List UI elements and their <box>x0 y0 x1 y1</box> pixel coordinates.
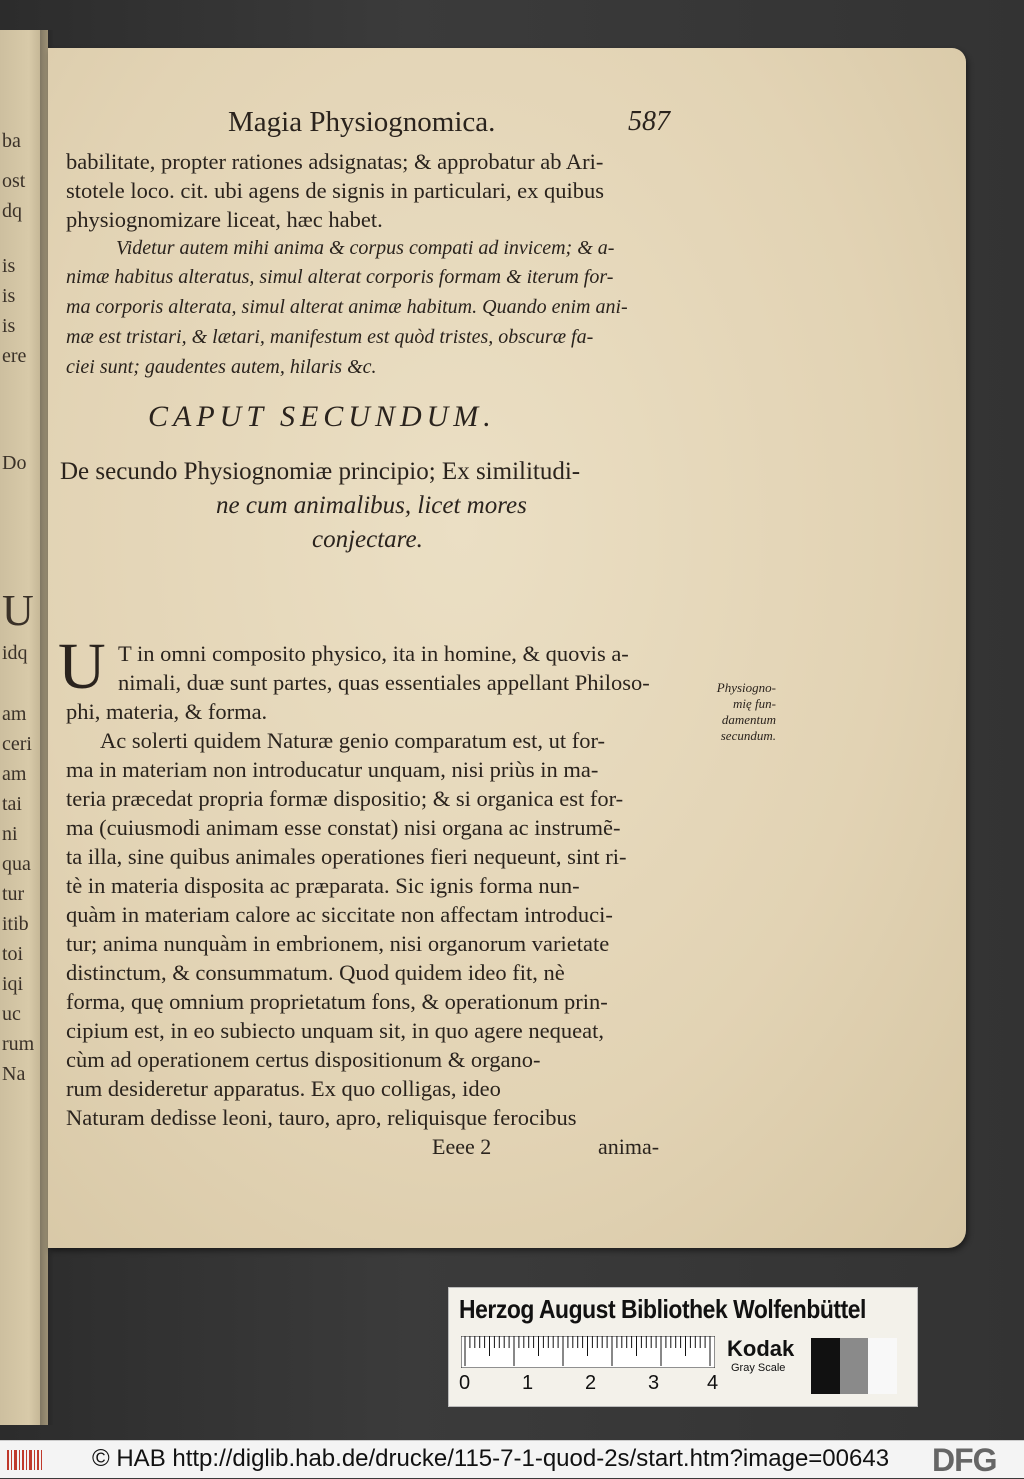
facing-page-fragment: tur <box>2 883 25 905</box>
marginal-note <box>676 680 776 744</box>
facing-page-fragment: ba <box>2 130 21 152</box>
body-line: Ac solerti quidem Naturæ genio comparatum est, ut for- <box>100 728 606 753</box>
body-line: teria præcedat propria formæ dispositio; & si organica est for- <box>66 786 624 811</box>
chapter-subtitle: conjectare. <box>312 526 423 553</box>
body-line: Naturam dedisse leoni, tauro, apro, reliquisque ferocibus <box>66 1105 577 1130</box>
body-line: tur; anima nunquàm in embrionem, nisi organorum varietate <box>66 931 610 956</box>
body-line: forma, quę omnium proprietatum fons, & operationum prin- <box>66 989 608 1014</box>
ruler-number: 3 <box>648 1372 660 1394</box>
swatch-white <box>868 1338 897 1394</box>
facing-page-fragment: Na <box>2 1063 26 1085</box>
facing-page-fragment: is <box>2 315 16 337</box>
copyright-link[interactable]: © HAB http://diglib.hab.de/drucke/115-7-1-quod-2s/start.htm?image=00643 <box>92 1445 890 1472</box>
running-head: Magia Physiognomica. <box>228 106 496 138</box>
quote-line: Videtur autem mihi anima & corpus compati ad invicem; & a- <box>116 237 615 259</box>
body-line: ma in materiam non introducatur unquam, nisi priùs in ma- <box>66 757 599 782</box>
dfg-logo: DFG <box>932 1442 997 1478</box>
page-number: 587 <box>628 106 670 137</box>
swatch-black <box>811 1338 840 1394</box>
quote-line: nimæ habitus alteratus, simul alterat corporis formam & iterum for- <box>66 266 614 288</box>
quote-line: ciei sunt; gaudentes autem, hilaris &c. <box>66 356 377 378</box>
facing-page-fragment: iqi <box>2 973 24 995</box>
body-line: ma (cuiusmodi animam esse constat) nisi organa ac instrumẽ- <box>66 815 621 840</box>
catchword: anima- <box>598 1134 660 1159</box>
text-line: babilitate, propter rationes adsignatas; & approbatur ab Ari- <box>66 149 604 174</box>
facing-page-fragment: is <box>2 285 16 307</box>
facing-page-fragment: uc <box>2 1003 21 1025</box>
chapter-title: CAPUT SECUNDUM. <box>148 400 496 433</box>
facing-page-fragment: am <box>2 763 27 785</box>
facing-page-fragment: is <box>2 255 16 277</box>
body-line: T in omni composito physico, ita in homine, & quovis a- <box>118 641 629 666</box>
ruler-number: 4 <box>707 1372 719 1394</box>
body-line: rum desideretur apparatus. Ex quo colligas, ideo <box>66 1076 501 1101</box>
quote-line: mæ est tristari, & lætari, manifestum est quòd tristes, obscuræ fa- <box>66 326 594 348</box>
facing-page-fragment: U <box>2 586 34 635</box>
swatch-gray <box>840 1338 869 1394</box>
marginal-line: damentum <box>721 712 776 727</box>
facing-page-fragment: qua <box>2 853 31 875</box>
facing-page-fragment: ni <box>2 823 18 845</box>
facing-page-fragment: ceri <box>2 733 32 755</box>
facing-page-fragment: toi <box>2 943 24 965</box>
book-page <box>48 48 966 1248</box>
facing-page-fragment: am <box>2 703 27 725</box>
body-line: distinctum, & consummatum. Quod quidem ideo fit, nè <box>66 960 565 985</box>
chapter-subtitle: De secundo Physiognomiæ principio; Ex similitudi- <box>60 458 581 485</box>
barcode-icon <box>6 1447 44 1473</box>
facing-page-fragment: idq <box>2 642 28 664</box>
gray-swatches <box>811 1338 897 1394</box>
footer-bar <box>0 1440 1024 1478</box>
body-line: cùm ad operationem certus dispositionum & organo- <box>66 1047 541 1072</box>
body-line: cipium est, in eo subiecto unquam sit, in quo agere nequeat, <box>66 1018 604 1043</box>
marginal-line: Physiogno- <box>716 680 776 695</box>
gray-scale-label: Gray Scale <box>731 1362 786 1374</box>
signature-mark: Eeee 2 <box>432 1134 492 1159</box>
facing-page-fragment: dq <box>2 200 22 222</box>
body-line: nimali, duæ sunt partes, quas essentiales appellant Philoso- <box>118 670 650 695</box>
marginal-line: secundum. <box>720 728 776 743</box>
chapter-subtitle: ne cum animalibus, licet mores <box>216 492 527 519</box>
drop-cap: U <box>58 630 106 703</box>
text-line: physiognomizare liceat, hæc habet. <box>66 207 383 232</box>
ruler-number: 1 <box>522 1372 534 1394</box>
quote-line: ma corporis alterata, simul alterat animæ habitum. Quando enim ani- <box>66 296 628 318</box>
library-color-target <box>448 1287 918 1407</box>
facing-page-fragment: tai <box>2 793 22 815</box>
ruler-number: 0 <box>459 1372 471 1394</box>
marginal-line: mię fun- <box>733 696 776 711</box>
body-line: ta illa, sine quibus animales operationes fieri nequeunt, sint ri- <box>66 844 627 869</box>
ruler-number: 2 <box>585 1372 597 1394</box>
facing-page-fragment: itib <box>2 913 29 935</box>
ruler-scale <box>461 1336 715 1368</box>
text-line: stotele loco. cit. ubi agens de signis in particulari, ex quibus <box>66 178 605 203</box>
facing-page-fragment: ost <box>2 170 26 192</box>
library-name: Herzog August Bibliothek Wolfenbüttel <box>459 1294 866 1324</box>
body-line: phi, materia, & forma. <box>66 699 268 724</box>
facing-page-fragment: rum <box>2 1033 35 1055</box>
kodak-logo: Kodak <box>727 1336 795 1361</box>
facing-page-fragment: Do <box>2 452 27 474</box>
facing-page-fragment: ere <box>2 345 27 367</box>
body-line: quàm in materiam calore ac siccitate non affectam introduci- <box>66 902 613 927</box>
body-line: tè in materia disposita ac præparata. Sic ignis forma nun- <box>66 873 580 898</box>
